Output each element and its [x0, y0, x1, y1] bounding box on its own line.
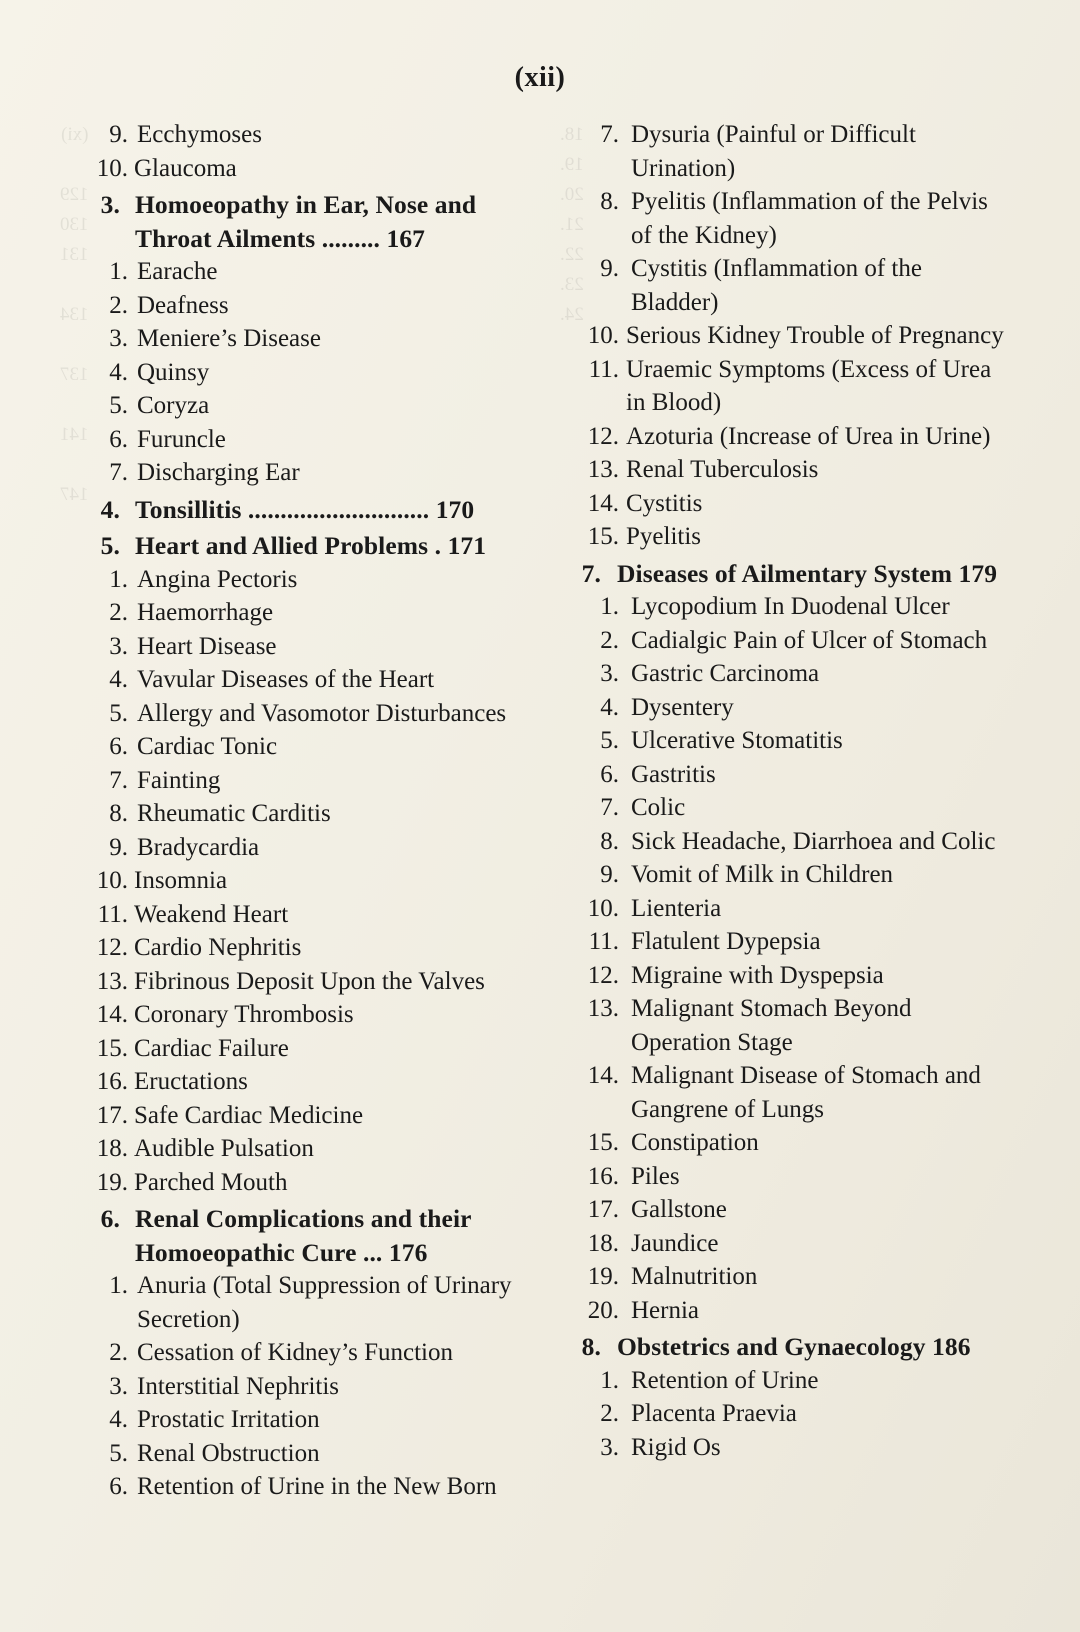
entry-number: 7. [600, 794, 619, 821]
toc-sub-entry [559, 624, 1006, 658]
toc-sub-entry [559, 1126, 1006, 1160]
entry-number: 1. [109, 1272, 128, 1299]
toc-chapter-entry [76, 493, 523, 527]
toc-sub-entry [559, 185, 1006, 252]
entry-title: Deafness [137, 291, 229, 319]
toc-sub-entry [76, 864, 523, 898]
entry-number: 13. [587, 995, 619, 1022]
entry-title: Angina Pectoris [137, 565, 298, 593]
entry-title: Vavular Diseases of the Heart [137, 666, 435, 693]
toc-chapter-entry [76, 188, 523, 255]
toc-column-right [559, 118, 1006, 1504]
toc-sub-entry [559, 825, 1006, 859]
entry-number: 5. [109, 392, 128, 419]
toc-sub-entry [559, 1431, 1006, 1465]
toc-sub-entry [559, 992, 1006, 1059]
entry-title: Malignant Stomach Beyond Operation Stage [631, 995, 912, 1056]
entry-number: 3. [600, 660, 619, 687]
toc-sub-entry [559, 118, 1006, 185]
entry-title: Cadialgic Pain of Ulcer of Stomach [631, 626, 988, 654]
entry-number: 13. [587, 456, 619, 483]
entry-title: Coronary Thrombosis [134, 1001, 354, 1028]
toc-sub-entry [559, 590, 1006, 624]
entry-title: Serious Kidney Trouble of Pregnancy [626, 322, 1004, 349]
entry-title: Cystitis (Inflammation of the Bladder) [631, 255, 922, 316]
entry-number: 12. [96, 934, 128, 961]
entry-number: 8. [600, 827, 619, 855]
toc-sub-entry [76, 931, 523, 965]
toc-sub-entry [559, 758, 1006, 792]
toc-sub-entry [76, 1166, 523, 1200]
entry-number: 5. [109, 699, 128, 727]
toc-list-right [559, 118, 1006, 1464]
entry-title: Malignant Disease of Stomach and Gangrene of Lungs [631, 1062, 981, 1123]
entry-title: Sick Headache, Diarrhoea and Colic [631, 827, 996, 855]
entry-number: 2. [600, 1400, 619, 1427]
toc-sub-entry [76, 1403, 523, 1437]
toc-sub-entry [559, 353, 1006, 420]
toc-sub-entry [559, 724, 1006, 758]
entry-title: Obstetrics and Gynaecology 186 [617, 1332, 971, 1361]
entry-number: 2. [109, 1339, 128, 1366]
toc-chapter-entry [559, 1330, 1006, 1364]
entry-number: 3. [109, 632, 128, 660]
entry-number: 7. [109, 766, 128, 794]
toc-sub-entry [559, 520, 1006, 554]
entry-number: 17. [96, 1101, 128, 1129]
entry-title: Haemorrhage [137, 599, 274, 626]
entry-number: 5. [109, 1439, 128, 1467]
entry-number: 15. [587, 1129, 619, 1156]
entry-number: 2. [109, 599, 128, 626]
entry-number: 9. [109, 121, 128, 148]
entry-title: Lycopodium In Duodenal Ulcer [631, 593, 950, 620]
entry-title: Rigid Os [631, 1433, 721, 1461]
entry-number: 3. [109, 325, 128, 352]
toc-sub-entry [76, 697, 523, 731]
toc-sub-entry [76, 1336, 523, 1370]
toc-sub-entry [76, 289, 523, 323]
entry-number: 15. [96, 1034, 128, 1062]
entry-title: Allergy and Vasomotor Disturbances [137, 699, 507, 727]
entry-number: 6. [109, 733, 128, 760]
entry-title: Weakend Heart [134, 900, 289, 928]
entry-title: Heart Disease [137, 632, 277, 660]
entry-number: 4. [100, 494, 120, 524]
entry-number: 1. [600, 1366, 619, 1394]
entry-title: Piles [631, 1162, 680, 1190]
entry-number: 13. [96, 967, 128, 995]
entry-title: Fainting [137, 766, 221, 794]
entry-title: Discharging Ear [137, 459, 300, 486]
entry-number: 10. [96, 154, 128, 182]
entry-title: Cardiac Tonic [137, 733, 278, 760]
entry-title: Ulcerative Stomatitis [631, 727, 843, 754]
entry-title: Cystitis [626, 489, 703, 517]
toc-columns [76, 118, 1006, 1504]
entry-number: 7. [600, 121, 619, 148]
toc-sub-entry [76, 423, 523, 457]
entry-number: 11. [588, 355, 619, 383]
entry-title: Ecchymoses [137, 121, 262, 148]
entry-number: 10. [587, 894, 619, 922]
entry-title: Hernia [631, 1296, 700, 1324]
page-folio: (xii) [514, 62, 566, 93]
entry-number: 15. [587, 523, 619, 550]
entry-title: Pyelitis (Inflammation of the Pelvis of the Kidney) [631, 188, 988, 249]
toc-sub-entry [76, 118, 523, 152]
entry-number: 14. [587, 1062, 619, 1089]
entry-number: 6. [600, 760, 619, 788]
toc-sub-entry [559, 319, 1006, 353]
entry-title: Retention of Urine [631, 1366, 819, 1394]
toc-sub-entry [76, 356, 523, 390]
entry-number: 3. [109, 1372, 128, 1400]
entry-title: Migraine with Dyspepsia [631, 961, 884, 989]
toc-chapter-entry [559, 557, 1006, 591]
entry-number: 18. [587, 1229, 619, 1257]
entry-title: Vomit of Milk in Children [631, 861, 894, 888]
entry-title: Quinsy [137, 358, 210, 386]
entry-title: Renal Complications and their Homoeopathic Cure ... 176 [135, 1204, 472, 1267]
entry-number: 20. [587, 1296, 619, 1324]
entry-title: Parched Mouth [134, 1168, 288, 1196]
entry-number: 3. [600, 1433, 619, 1461]
entry-number: 12. [587, 422, 619, 450]
entry-title: Placenta Praevia [631, 1400, 797, 1427]
entry-title: Rheumatic Carditis [137, 800, 331, 827]
toc-sub-entry [559, 925, 1006, 959]
entry-number: 8. [581, 1332, 601, 1361]
entry-title: Insomnia [134, 867, 228, 894]
entry-title: Diseases of Ailmentary System 179 [617, 558, 998, 588]
toc-chapter-entry [76, 529, 523, 563]
entry-number: 19. [96, 1168, 128, 1196]
toc-sub-entry [559, 487, 1006, 521]
entry-number: 9. [600, 255, 619, 282]
toc-sub-entry [559, 892, 1006, 926]
entry-number: 5. [100, 531, 120, 560]
entry-title: Audible Pulsation [134, 1135, 314, 1162]
entry-title: Heart and Allied Problems . 171 [135, 531, 487, 560]
toc-sub-entry [559, 453, 1006, 487]
entry-number: 11. [588, 928, 619, 955]
entry-number: 19. [587, 1263, 619, 1290]
entry-title: Meniere’s Disease [137, 325, 321, 352]
entry-title: Fibrinous Deposit Upon the Valves [134, 967, 485, 995]
entry-number: 8. [600, 188, 619, 215]
toc-sub-entry [76, 1065, 523, 1099]
entry-number: 6. [109, 1473, 128, 1500]
entry-number: 5. [600, 727, 619, 754]
toc-sub-entry [76, 322, 523, 356]
entry-title: Renal Tuberculosis [626, 456, 819, 483]
entry-title: Flatulent Dypepsia [631, 928, 821, 955]
entry-number: 1. [600, 593, 619, 620]
entry-title: Tonsillitis ............................ 170 [135, 494, 475, 524]
entry-title: Cardio Nephritis [134, 934, 302, 961]
entry-title: Dysuria (Painful or Difficult Urination) [631, 121, 916, 182]
toc-sub-entry [559, 791, 1006, 825]
toc-sub-entry [559, 1364, 1006, 1398]
entry-title: Jaundice [631, 1229, 719, 1257]
entry-title: Anuria (Total Suppression of Urinary Secretion) [137, 1272, 512, 1333]
toc-sub-entry [559, 252, 1006, 319]
toc-sub-entry [76, 255, 523, 289]
entry-number: 11. [97, 900, 128, 928]
toc-chapter-entry [76, 1202, 523, 1269]
entry-number: 3. [100, 190, 120, 219]
entry-title: Azoturia (Increase of Urea in Urine) [626, 422, 991, 450]
entry-title: Furuncle [137, 425, 226, 453]
entry-title: Earache [137, 258, 218, 285]
toc-sub-entry [76, 965, 523, 999]
entry-number: 14. [587, 489, 619, 517]
entry-number: 6. [100, 1204, 120, 1233]
entry-title: Renal Obstruction [137, 1439, 320, 1467]
entry-title: Gastric Carcinoma [631, 660, 820, 687]
toc-sub-entry [76, 596, 523, 630]
entry-number: 9. [600, 861, 619, 888]
entry-title: Pyelitis [626, 523, 702, 550]
entry-number: 16. [587, 1162, 619, 1190]
toc-sub-entry [559, 1294, 1006, 1328]
toc-sub-entry [76, 764, 523, 798]
toc-sub-entry [76, 730, 523, 764]
entry-number: 1. [109, 565, 128, 593]
entry-title: Glaucoma [134, 154, 237, 182]
toc-sub-entry [76, 456, 523, 490]
entry-number: 12. [587, 961, 619, 989]
toc-sub-entry [76, 1437, 523, 1471]
entry-title: Cardiac Failure [134, 1034, 289, 1062]
toc-sub-entry [559, 420, 1006, 454]
toc-sub-entry [76, 1370, 523, 1404]
entry-number: 1. [109, 258, 128, 285]
entry-title: Lienteria [631, 894, 722, 922]
entry-number: 17. [587, 1196, 619, 1223]
toc-column-left [76, 118, 523, 1504]
entry-title: Prostatic Irritation [137, 1406, 320, 1433]
toc-sub-entry [559, 691, 1006, 725]
entry-number: 4. [109, 358, 128, 386]
toc-sub-entry [559, 1260, 1006, 1294]
entry-number: 8. [109, 800, 128, 827]
entry-title: Gallstone [631, 1196, 727, 1223]
entry-number: 10. [96, 867, 128, 894]
entry-number: 10. [587, 322, 619, 349]
entry-title: Interstitial Nephritis [137, 1372, 340, 1400]
entry-title: Malnutrition [631, 1263, 758, 1290]
toc-sub-entry [76, 663, 523, 697]
toc-sub-entry [76, 998, 523, 1032]
entry-title: Constipation [631, 1129, 759, 1156]
entry-number: 4. [109, 666, 128, 693]
entry-title: Colic [631, 794, 686, 821]
entry-title: Eructations [134, 1068, 248, 1095]
entry-number: 18. [96, 1135, 128, 1162]
entry-title: Safe Cardiac Medicine [134, 1101, 364, 1129]
toc-sub-entry [559, 1059, 1006, 1126]
toc-sub-entry [76, 563, 523, 597]
entry-number: 2. [109, 291, 128, 319]
entry-title: Cessation of Kidney’s Function [137, 1339, 453, 1366]
toc-sub-entry [76, 630, 523, 664]
entry-number: 7. [109, 459, 128, 486]
toc-sub-entry [559, 657, 1006, 691]
toc-sub-entry [76, 152, 523, 186]
toc-sub-entry [559, 1193, 1006, 1227]
toc-sub-entry [76, 1132, 523, 1166]
entry-number: 4. [109, 1406, 128, 1433]
entry-number: 9. [109, 833, 128, 861]
toc-sub-entry [76, 831, 523, 865]
toc-sub-entry [559, 1397, 1006, 1431]
entry-title: Gastritis [631, 760, 716, 788]
toc-sub-entry [76, 389, 523, 423]
toc-list-left [76, 118, 523, 1504]
entry-title: Retention of Urine in the New Born [137, 1473, 497, 1500]
entry-title: Bradycardia [137, 833, 260, 861]
entry-title: Dysentery [631, 693, 734, 721]
toc-sub-entry [76, 1269, 523, 1336]
entry-number: 16. [96, 1068, 128, 1095]
toc-sub-entry [559, 1160, 1006, 1194]
entry-title: Uraemic Symptoms (Excess of Urea in Blood) [626, 355, 992, 416]
entry-number: 14. [96, 1001, 128, 1028]
toc-sub-entry [76, 1470, 523, 1504]
toc-sub-entry [76, 1099, 523, 1133]
toc-sub-entry [559, 1227, 1006, 1261]
entry-number: 2. [600, 626, 619, 654]
toc-sub-entry [559, 858, 1006, 892]
toc-sub-entry [76, 898, 523, 932]
entry-title: Coryza [137, 392, 210, 419]
entry-number: 6. [109, 425, 128, 453]
toc-sub-entry [76, 797, 523, 831]
entry-number: 7. [581, 558, 601, 588]
entry-number: 4. [600, 693, 619, 721]
entry-title: Homoeopathy in Ear, Nose and Throat Ailments ......... 167 [135, 190, 477, 253]
toc-sub-entry [559, 959, 1006, 993]
toc-sub-entry [76, 1032, 523, 1066]
